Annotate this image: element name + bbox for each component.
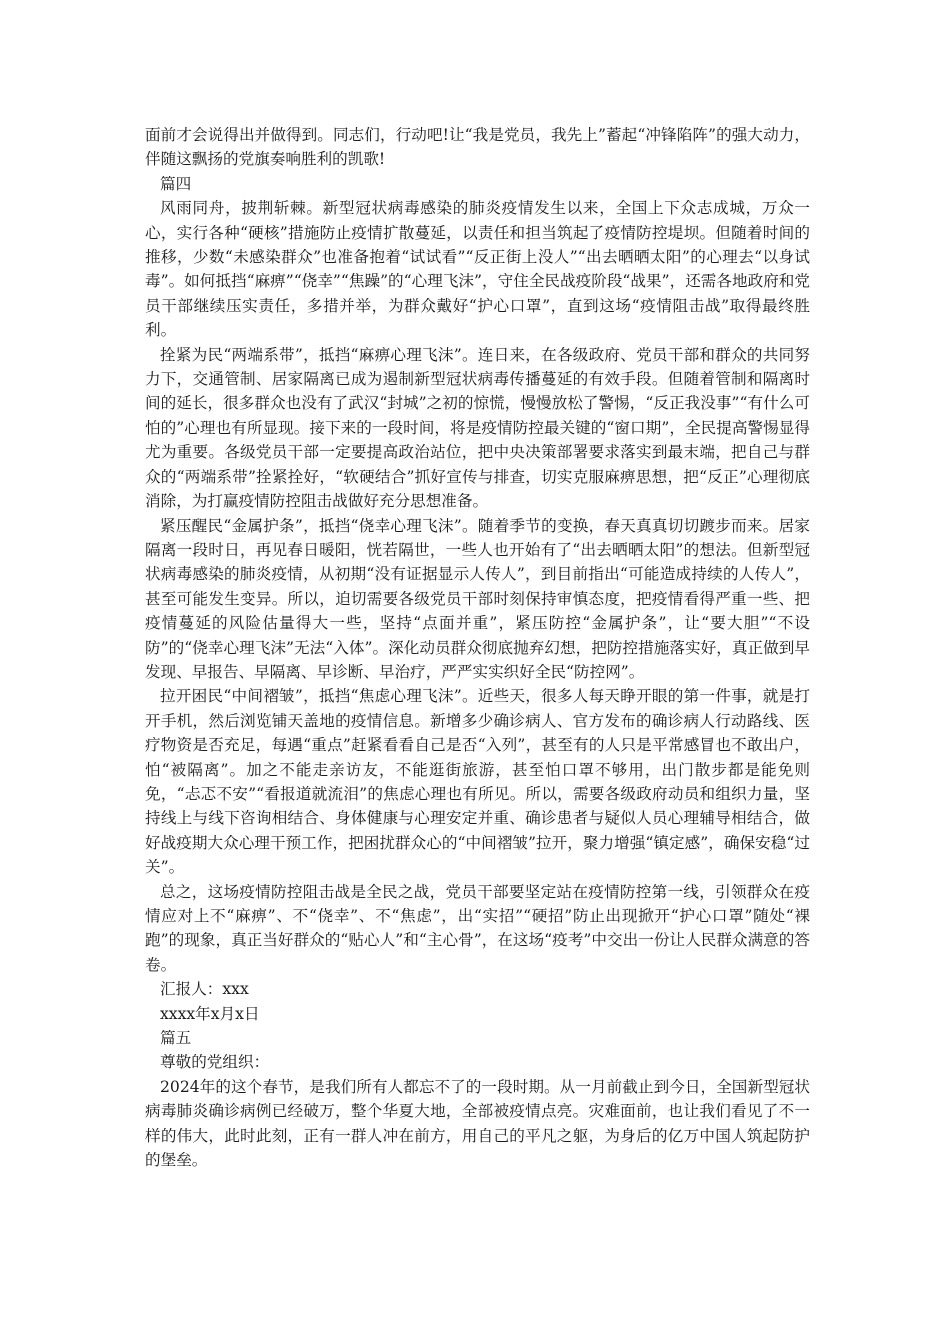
section-heading-part-four: 篇四 — [160, 174, 192, 193]
paragraph-luck: 紧压醒民“金属护条”，抵挡“侥幸心理飞沫”。随着季节的变换，春天真真切切踱步而来。居家隔离一段时日，再见春日暖阳，恍若隔世，一些人也开始有了“出去晒晒太阳”的想法。但新型冠状病毒感染的肺炎疫情，从初期“没有证据显示人传人”，到目前指出“可能造成持续的人传人”，甚至可能发生变异。所以，迫切需要各级党员干部时刻保持审慎态度，把疫情看得严重一些、把疫情蔓延的风险估量得大一些，坚持“点面并重”，紧压防控“金属护条”，让“要大胆”“不设防”的“侥幸心理飞沫”无法“入体”。深化动员群众彻底抛弃幻想，把防控措施落实好，真正做到早发现、早报告、早隔离、早诊断、早治疗，严严实实织好全民“防控网”。 — [145, 516, 810, 681]
salutation: 尊敬的党组织： — [160, 1053, 270, 1072]
document-body — [145, 123, 810, 1172]
paragraph-anxiety: 拉开困民“中间褶皱”，抵挡“焦虑心理飞沫”。近些天，很多人每天睁开眼的第一件事，就是打开手机，然后浏览铺天盖地的疫情信息。新增多少确诊病人、官方发布的确诊病人行动路线、医疗物资是否充足，每遇“重点”赶紧看看自己是否“入列”，甚至有的人只是平常感冒也不敢出户，怕“被隔离”。加之不能走亲访友，不能逛街旅游，甚至怕口罩不够用，出门散步都是能免则免，“忐忑不安”“看报道就流泪”的焦虑心理也有所见。所以，需要各级政府动员和组织力量，坚持线上与线下咨询相结合、身体健康与心理安定并重、确诊患者与疑似人员心理辅导相结合，做好战疫期大众心理干预工作，把困扰群众心的“中间褶皱”拉开，聚力增强“镇定感”，确保安稳“过关”。 — [145, 687, 810, 877]
paragraph-conclusion: 总之，这场疫情防控阻击战是全民之战，党员干部要坚定站在疫情防控第一线，引领群众在疫情应对上不“麻痹”、不“侥幸”、不“焦虑”，出“实招”“硬招”防止出现掀开“护心口罩”随处“裸跑”的现象，真正当好群众的“贴心人”和“主心骨”，在这场“疫考”中交出一份让人民群众满意的答卷。 — [145, 882, 810, 974]
section-heading-part-five: 篇五 — [160, 1029, 192, 1048]
paragraph-spring-festival: 2024年的这个春节，是我们所有人都忘不了的一段时期。从一月前截止到今日，全国新型冠状病毒肺炎确诊病例已经破万，整个华夏大地，全部被疫情点亮。灾难面前，也让我们看见了不一样的伟大，此时此刻，正有一群人冲在前方，用自己的平凡之躯，为身后的亿万中国人筑起防护的堡垒。 — [145, 1077, 810, 1170]
paragraph-numbness: 拴紧为民“两端系带”，抵挡“麻痹心理飞沫”。连日来，在各级政府、党员干部和群众的共同努力下，交通管制、居家隔离已成为遏制新型冠状病毒传播蔓延的有效手段。但随着管制和隔离时间的延长，很多群众也没有了武汉“封城”之初的惊慌，慢慢放松了警惕，“反正我没事”“有什么可怕的”心理也有所显现。接下来的一段时间，将是疫情防控最关键的“窗口期”，全民提高警惕显得尤为重要。各级党员干部一定要提高政治站位，把中央决策部署要求落实到最末端，把自己与群众的“两端系带”拴紧拴好，“软硬结合”抓好宣传与排查，切实克服麻痹思想，把“反正”心理彻底消除，为打赢疫情防控阻击战做好充分思想准备。 — [145, 345, 810, 511]
reporter-line: 汇报人：xxx — [160, 980, 249, 999]
paragraph-intro: 风雨同舟，披荆斩棘。新型冠状病毒感染的肺炎疫情发生以来，全国上下众志成城，万众一心，实行各种“硬核”措施防止疫情扩散蔓延，以责任和担当筑起了疫情防控堤坝。但随着时间的推移，少数“未感染群众”也准备抱着“试试看”“反正街上没人”“出去晒晒太阳”的心理去“以身试毒”。如何抵挡“麻痹”“侥幸”“焦躁”的“心理飞沫”，守住全民战疫阶段“战果”，还需各地政府和党员干部继续压实责任，多措并举，为群众戴好“护心口罩”，直到这场“疫情阻击战”取得最终胜利。 — [145, 199, 810, 340]
paragraph-closing-previous: 面前才会说得出并做得到。同志们，行动吧!让“我是党员，我先上”蓄起“冲锋陷阵”的强大动力，伴随这飘扬的党旗奏响胜利的凯歌! — [145, 126, 810, 169]
date-line: xxxx年x月x日 — [160, 1004, 260, 1023]
